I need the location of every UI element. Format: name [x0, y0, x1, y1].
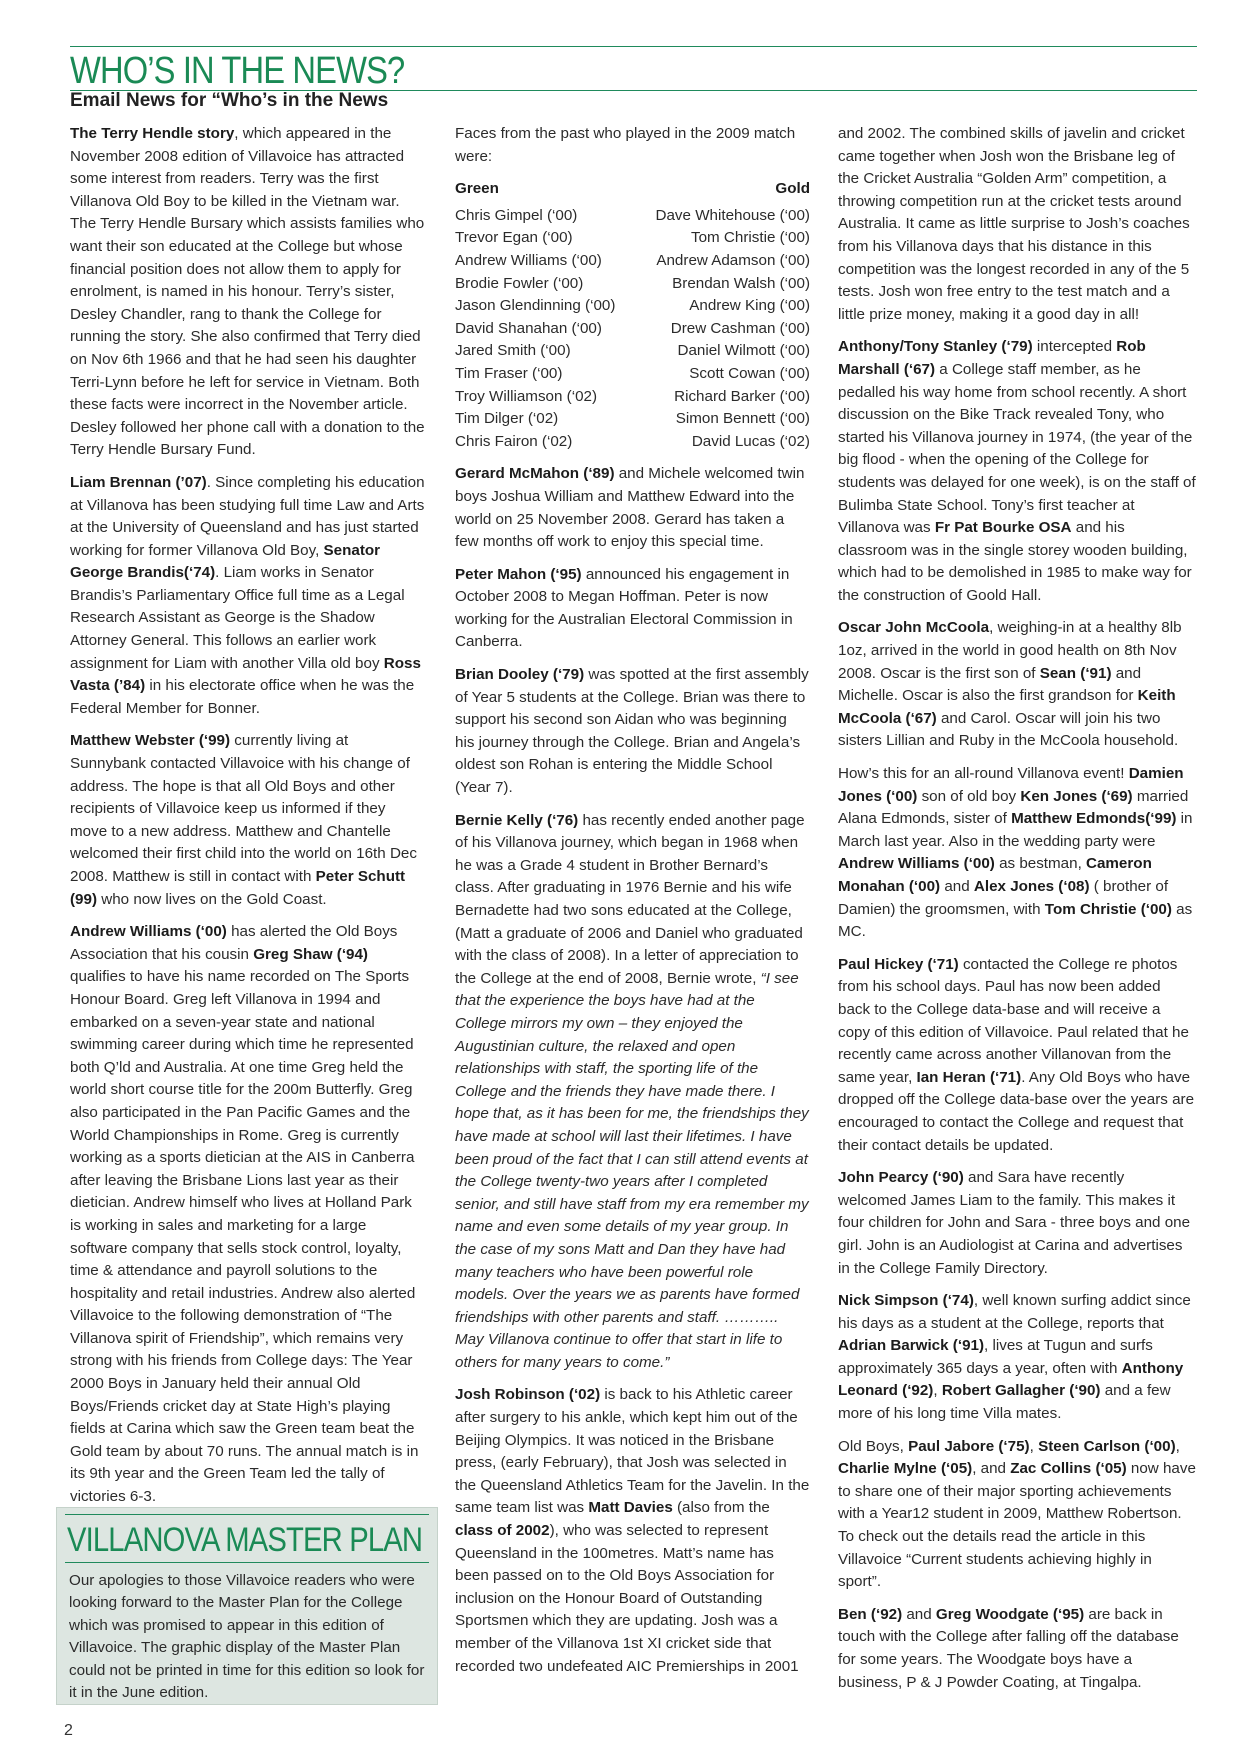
green-team-label: Green — [455, 180, 499, 198]
page-title: WHO’S IN THE NEWS? — [70, 50, 405, 92]
story-woodgate: Ben (‘92) and Greg Woodgate (‘95) are back in touch with the College after falling off the database for some years. The Woodgate boys have a business, P & J Powder Coating, at Tingalpa. — [838, 1605, 1179, 1691]
section-subtitle: Email News for “Who’s in the News — [70, 90, 389, 111]
story-old-boys-sport: Old Boys, Paul Jabore (‘75), Steen Carlson (‘00), Charlie Mylne (‘05), and Zac Collins (‘05) now have to share one of their major sporting achievements with a Year12 student in 2009, Matthew Robertson. To check out the details read the article in this Villavoice “Current students achieving highly in sport”. — [838, 1437, 1196, 1591]
column-3 — [838, 123, 1196, 1704]
teams-table — [455, 178, 810, 453]
master-plan-rule-top — [65, 1514, 429, 1515]
story-paul-hickey: Paul Hickey (‘71) contacted the College re photos from his school days. Paul has now been added back to the College data-base and will receive a copy of this edition of Villavoice. Paul related that he recently came across another Villanovan from the same year, Ian Heran (‘71). Any Old Boys who have dropped off the College data-base over the years are encouraged to contact the College and request that their contact details be updated. — [838, 955, 1195, 1154]
story-gerard-mcmahon: Gerard McMahon (‘89) and Michele welcomed twin boys Joshua William and Matthew Edward into the world on 25 November 2008. Gerard has taken a few months off work to enjoy this special time. — [455, 465, 805, 551]
story-tony-stanley: Anthony/Tony Stanley (‘79) intercepted Rob Marshall (‘67) a College staff member, as he pedalled his way home from school recently. A short discussion on the Bike Track revealed Tony, who started his Villanova journey in 1974, (the year of the big flood - when the opening of the College for students was delayed for one week), is on the staff of Bulimba State School. Tony’s first teacher at Villanova was Fr Pat Bourke OSA and his classroom was in the single storey wooden building, which had to be demolished in 1985 to make way for the construction of Goold Hall. — [838, 338, 1196, 604]
story-peter-mahon: Peter Mahon (‘95) announced his engagement in October 2008 to Megan Hoffman. Peter is now working for the Australian Electoral Commission in Canberra. — [455, 565, 793, 651]
story-brian-dooley: Brian Dooley (‘79) was spotted at the first assembly of Year 5 students at the College. Brian was there to support his second son Aidan who was beginning his journey through the College. Brian and Angela’s oldest son Rohan is entering the Middle School (Year 7). — [455, 666, 809, 797]
team-row: Chris Gimpel (‘00) Dave Whitehouse (‘00) — [455, 206, 810, 224]
team-row: Tim Fraser (‘00) Scott Cowan (‘00) — [455, 364, 810, 382]
team-row: Brodie Fowler (‘00) Brendan Walsh (‘00) — [455, 274, 810, 292]
column-2 — [455, 123, 810, 1688]
team-row: Troy Williamson (‘02) Richard Barker (‘00) — [455, 387, 810, 405]
column-1 — [70, 123, 425, 1519]
story-oscar-mccoola: Oscar John McCoola, weighing-in at a healthy 8lb 1oz, arrived in the world in good health on 8th Nov 2008. Oscar is the first son of Sean (‘91) and Michelle. Oscar is also the first grandson for Keith McCoola (‘67) and Carol. Oscar will join his two sisters Lillian and Ruby in the McCoola household. — [838, 619, 1182, 750]
team-row: Jason Glendinning (‘00) Andrew King (‘00) — [455, 297, 810, 315]
story-john-pearcy: John Pearcy (‘90) and Sara have recently welcomed James Liam to the family. This makes it four children for John and Sara - three boys and one girl. John is an Audiologist at Carina and advertises in the College Family Directory. — [838, 1169, 1191, 1277]
story-terry-hendle: The Terry Hendle story, which appeared in the November 2008 edition of Villavoice has attracted some interest from readers. Terry was the first Villanova Old Boy to be killed in the Vietnam war. The Terry Hendle Bursary which assists families who want their son educated at the College but whose financial position does not allow them to apply for enrolment, is named in his honour. Terry’s sister, Desley Chandler, rang to thank the College for running the story. She also confirmed that Terry died on Nov 6th 1966 and that he had seen his daughter Terri-Lynn before he left for service in Vietnam. Both these facts were incorrect in the November article. Desley followed her phone call with a donation to the Terry Hendle Bursary Fund. — [70, 125, 425, 459]
team-row: David Shanahan (‘00) Drew Cashman (‘00) — [455, 319, 810, 337]
team-row: Chris Fairon (‘02) David Lucas (‘02) — [455, 432, 810, 450]
team-row: Jared Smith (‘00) Daniel Wilmott (‘00) — [455, 342, 810, 360]
team-row: Andrew Williams (‘00) Andrew Adamson (‘00) — [455, 251, 810, 269]
story-liam-brennan: Liam Brennan (’07). Since completing his education at Villanova has been studying full time Law and Arts at the University of Queensland and has just started working for former Villanova Old Boy, Senator George Brandis(‘74). Liam works in Senator Brandis’s Parliamentary Office full time as a Legal Research Assistant as George is the Shadow Attorney General. This follows an earlier work assignment for Liam with another Villa old boy Ross Vasta (’84) in his electorate office when he was the Federal Member for Bonner. — [70, 473, 425, 717]
story-josh-robinson: Josh Robinson (‘02) is back to his Athletic career after surgery to his ankle, which kept him out of the Beijing Olympics. It was noticed in the Brisbane press, (early February), that Josh was selected in the Queensland Athletics Team for the Javelin. In the same team list was Matt Davies (also from the class of 2002), who was selected to represent Queensland in the 100metres. Matt’s name has been passed on to the Old Boys Association for inclusion on the Honour Board of Outstanding Sportsmen which they are updating. Josh was a member of the Villanova 1st XI cricket side that recorded two undefeated AIC Premierships in 2001 — [455, 1386, 810, 1675]
story-bernie-kelly: Bernie Kelly (‘76) has recently ended another page of his Villanova journey, which began in 1968 when he was a Grade 4 student in Brother Bernard’s class. After graduating in 1976 Bernie and his wife Bernadette had two sons educated at the College, (Matt a graduate of 2006 and Daniel who graduated with the class of 2008). In a letter of appreciation to the College at the end of 2008, Bernie wrote, “I see that the experience the boys have had at the College mirrors my own – they enjoyed the Augustinian culture, the relaxed and open relationships with staff, the sporting life of the College and the friends they have made there. I hope that, as it has been for me, the friendships they have made at school will last their lifetimes. I have been proud of the fact that I can still attend events at the College twenty-two years after I completed senior, and still have staff from my era remember my name and even some details of my year group. In the case of my sons Matt and Dan they have had many teachers who have been powerful role models. Over the years we as parents have formed friendships with other parents and staff. ……….. May Villanova continue to offer that start in life to others for many years to come.” — [455, 811, 809, 1371]
story-nick-simpson: Nick Simpson (‘74), well known surfing addict since his days as a student at the College, reports that Adrian Barwick (‘91), lives at Tugun and surfs approximately 365 days a year, often with Anthony Leonard (‘92), Robert Gallagher (‘90) and a few more of his long time Villa mates. — [838, 1292, 1191, 1423]
teams-header — [455, 178, 810, 201]
master-plan-box — [56, 1507, 438, 1705]
masthead — [70, 52, 1197, 91]
master-plan-title: VILLANOVA MASTER PLAN — [67, 1521, 423, 1559]
team-row: Tim Dilger (‘02) Simon Bennett (‘00) — [455, 410, 810, 428]
story-matthew-webster: Matthew Webster (‘99) currently living at Sunnybank contacted Villavoice with his change of address. The hope is that all Old Boys and other recipients of Villavoice keep us informed if they move to a new address. Matthew and Chantelle welcomed their first child into the world on 16th Dec 2008. Matthew is still in contact with Peter Schutt (99) who now lives on the Gold Coast. — [70, 732, 417, 908]
story-josh-robinson-cont: and 2002. The combined skills of javelin and cricket came together when Josh won the Brisbane leg of the Cricket Australia “Golden Arm” competition, a throwing competition run at the cricket tests around Australia. It came as little surprise to Josh’s coaches from his Villanova days that his distance in this competition was the longest recorded in any of the 5 tests. Josh won free entry to the test match and a little prize money, making it a good day in all! — [838, 125, 1190, 323]
page-number: 2 — [64, 1722, 73, 1739]
top-rule — [70, 46, 1197, 47]
teams-intro: Faces from the past who played in the 2009 match were: — [455, 125, 796, 165]
gold-team-label: Gold — [775, 180, 810, 198]
story-damien-jones-wedding: How’s this for an all-round Villanova event! Damien Jones (‘00) son of old boy Ken Jones (‘69) married Alana Edmonds, sister of Matthew Edmonds(‘99) in March last year. Also in the wedding party were Andrew Williams (‘00) as bestman, Cameron Monahan (‘00) and Alex Jones (‘08) ( brother of Damien) the groomsmen, with Tom Christie (‘00) as MC. — [838, 765, 1193, 941]
story-andrew-williams: Andrew Williams (‘00) has alerted the Old Boys Association that his cousin Greg Shaw (‘94) qualifies to have his name recorded on The Sports Honour Board. Greg left Villanova in 1994 and embarked on a seven-year state and national swimming career during which time he represented both Q’ld and Australia. At one time Greg held the world short course title for the 200m Butterfly. Greg also participated in the Pan Pacific Games and the World Championships in Rome. Greg is currently working as a sports dietician at the AIS in Canberra after leaving the Brisbane Lions last year as their dietician. Andrew himself who lives at Holland Park is working in sales and marketing for a large software company that sells stock control, loyalty, time & attendance and payroll solutions to the hospitality and retail industries. Andrew also alerted Villavoice to the following demonstration of “The Villanova spirit of Friendship”, which remains very strong with his friends from College days: The Year 2000 Boys in January held their annual Old Boys/Friends cricket day at State High’s playing fields at Carina which saw the Green team beat the Gold team by about 70 runs. The annual match is in its 9th year and the Green Team led the tally of victories 6-3. — [70, 923, 419, 1506]
master-plan-text: Our apologies to those Villavoice readers who were looking forward to the Master Plan for the College which was promised to appear in this edition of Villavoice. The graphic display of the Master Plan could not be printed in time for this edition so look for it in the June edition. — [69, 1572, 425, 1702]
team-row: Trevor Egan (‘00) Tom Christie (‘00) — [455, 229, 810, 247]
master-plan-rule-bottom — [65, 1562, 429, 1563]
